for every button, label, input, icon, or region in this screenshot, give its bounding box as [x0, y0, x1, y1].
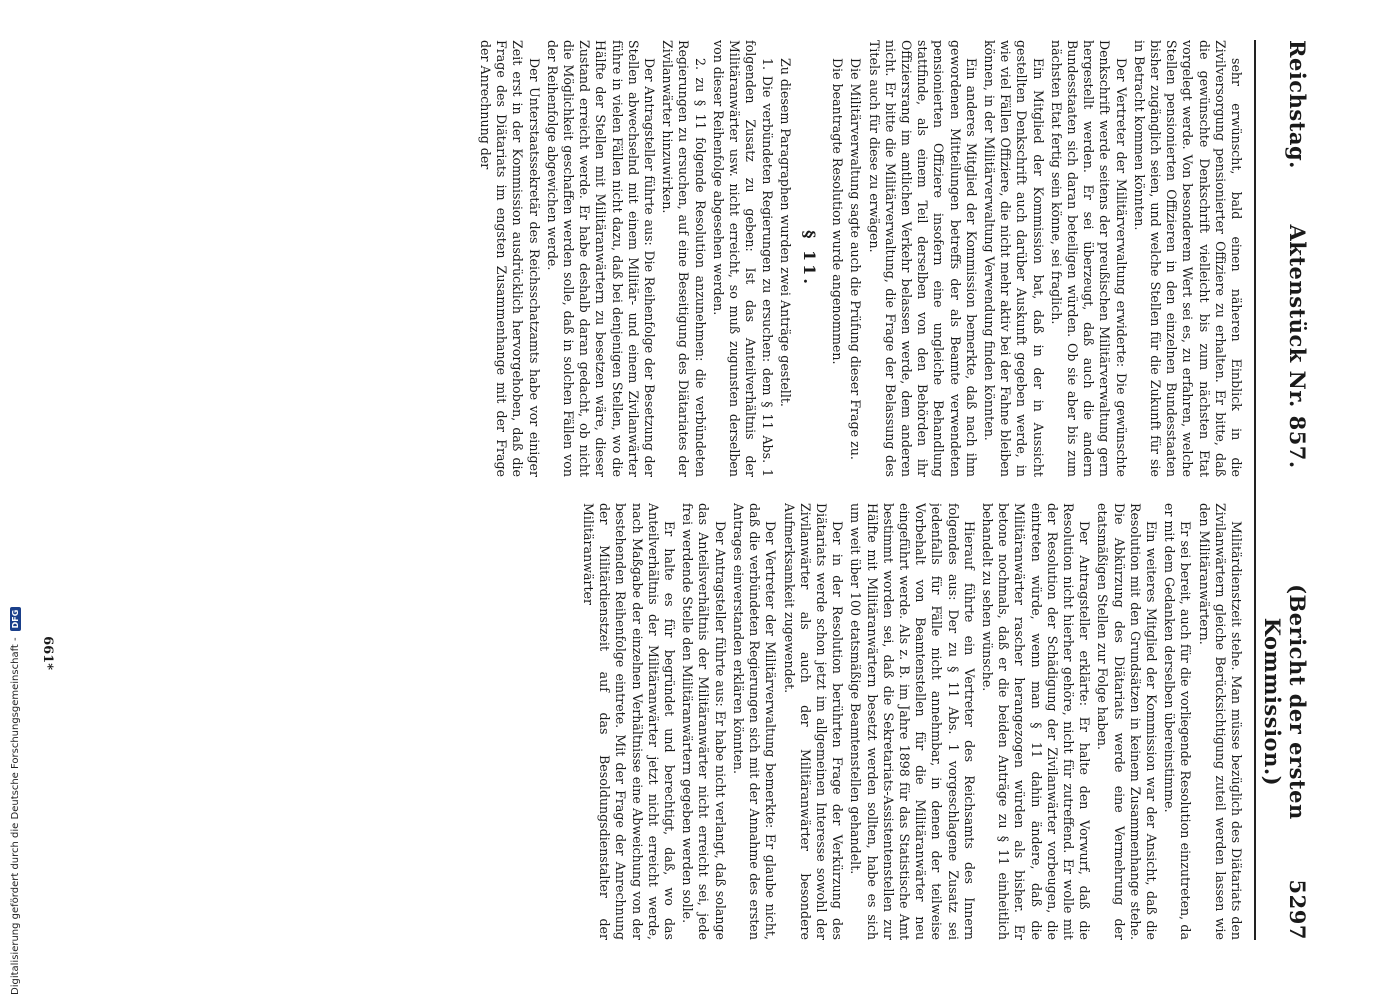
paragraph: Ein weiteres Mitglied der Kommission war der Ansicht, daß die Resolution mit den Grundsätzen in keinem Zusammenhange stehe. Die Abkürzung des Diätariats werde eine Vermehrung der etatsmäßigen Stellen zur Folge haben. [1095, 503, 1159, 940]
header-right-center: (Bericht der ersten Kommission.) [1260, 584, 1310, 820]
paragraph: Die Militärverwaltung sagte auch die Prüfung dieser Frage zu. [848, 58, 864, 460]
paragraph: Die beantragte Resolution wurde angenommen. [830, 58, 846, 365]
paragraph: Der Vertreter der Militärverwaltung bemerkte: Er glaube nicht, daß die verbündeten Regierungen sich mit der Annahme des ersten Antrages einverstanden erklären könnten. [730, 503, 779, 940]
section-heading: § 11. [799, 230, 819, 287]
paragraph: 2. zu § 11 folgende Resolution anzunehmen: die verbündeten Regierungen zu ersuchen, auf eine Beseitigung des Diätariates der Zivilanwärter hinzuwirken. [660, 40, 708, 477]
paragraph: Der in der Resolution berührten Frage der Verkürzung des Diätariats werde schon jetzt im allgemeinen Interesse sowohl der Zivilanwärter als auch der Militäranwärter besondere Aufmerksamkeit zugewendet. [781, 503, 846, 940]
paragraph: Ein anderes Mitglied der Kommission bemerkte, daß nach ihm gewordenen Mitteilungen betreffs der als Beamte verwendeten pensionierten Offiziere insofern eine ungleiche Behandlung stattfinde, als einem Teil derselben von den Behörden ihr Offiziersrang im amtlichen Verkehr belassen werde, dem anderen nicht. Er bitte die Militärverwaltung, die Frage der Belassung des Titels auch für diese zu erwägen. [866, 40, 979, 477]
paragraph: Der Antragsteller führte aus: Er habe nicht verlangt, daß solange das Anteilsverhältnis der Militäranwärter nicht erreicht sei, jede frei werdende Stelle den Militäranwärtern gegeben werden solle. [680, 503, 728, 940]
paragraph: Er sei bereit, auch für die vorliegende Resolution einzutreten, da er mit dem Gedanken derselben übereinstimme. [1162, 503, 1194, 940]
paragraph: 1. Die verbündeten Regierungen zu ersuchen: dem § 11 Abs. 1 folgenden Zusatz zu geben: Ist das Anteilverhältnis der Militäranwärter usw. nicht erreicht, so muß zugunsten derselben von dieser Reihenfolge abgesehen werden. [710, 40, 775, 477]
paragraph: Der Unterstaatssekretär des Reichsschatzamts habe vor einiger Zeit erst in der Kommission ausdrücklich hervorgehoben, daß die Frage des Diätariats im engsten Zusammenhange mit der Frage der Anrechnung der [478, 40, 542, 477]
document-page [40, 40, 1310, 940]
text-columns [164, 40, 1244, 940]
paragraph: Er halte es für begründet und berechtigt, daß, wo das Anteilverhältnis der Militäranwärter jetzt nicht erreicht werde, nach Maßgabe der einzelnen Verhältnisse eine Abweichung von der bestehenden Reihenfolge eintrete. Mit der Frage der Anrechnung der Militärdienstzeit auf das Besoldungsdienstalter der Militäranwärter [581, 503, 678, 940]
dfg-logo-icon: DFG [10, 607, 21, 632]
paragraph: Hierauf führte ein Vertreter des Reichsamts des Innern folgendes aus: Der zu § 11 Abs. 1 vorgeschlagene Zusatz sei jedenfalls für Fälle nicht annehmbar, in denen der teilweise Vorbehalt von Beamtenstellen für die Militäranwärter neu eingeführt werde. Als z. B. im Jahre 1898 für das Statistische Amt bestimmt worden sei, daß die Sekretariats-Assistentenstellen zur Hälfte mit Militäranwärtern besetzt werden sollten, habe es sich um weit über 100 etatsmäßige Beamtenstellen gehandelt. [848, 503, 977, 940]
paragraph: Militärdienstzeit stehe. Man müsse bezüglich des Diätariats den Zivilanwärtern gleiche Berücksichtigung zuteil werden lassen wie den Militäranwärtern. [1196, 503, 1244, 940]
paragraph: Ein Mitglied der Kommission bat, daß in der in Aussicht gestellten Denkschrift auch darüber Auskunft gegeben werde, in wie viel Fällen Offiziere, die nicht mehr aktiv bei der Fahne bleiben können, in der Militärverwaltung Verwendung finden könnten. [981, 40, 1046, 477]
paragraph: Der Vertreter der Militärverwaltung erwiderte: Die gewünschte Denkschrift werde seitens der preußischen Militärverwaltung gern hergestellt werden. Er sei überzeugt, daß auch die andern Bundesstaaten sich daran beteiligen würden. Ob sie aber bis zum nächsten Etat fertig sein könne, sei fraglich. [1048, 40, 1129, 477]
digitization-text: Digitalisierung gefördert durch die Deutsche Forschungsgemeinschaft - [10, 637, 21, 995]
page-signature: 661* [40, 636, 55, 670]
page-header [1254, 40, 1310, 940]
header-center: Aktenstück Nr. 857. [1285, 224, 1310, 469]
digitization-note [10, 0, 21, 995]
header-left: Reichstag. [1285, 40, 1310, 169]
right-column [164, 503, 1244, 940]
paragraph: Der Antragsteller führte aus: Die Reihenfolge der Besetzung der Stellen abwechselnd mit einem Militär- und einem Zivilanwärter führe in vielen Fällen nicht dazu, daß bei denjenigen Stellen, wo die Hälfte der Stellen mit Militäranwärtern zu besetzen wäre, dieser Zustand erreicht werde. Er habe deshalb daran gedacht, ob nicht die Möglichkeit geschaffen werden solle, daß in solchen Fällen von der Reihenfolge abgewichen werde. [544, 40, 658, 477]
left-column [164, 40, 1244, 477]
paragraph: Der Antragsteller erklärte: Er halte den Vorwurf, daß die Resolution nicht hierher gehöre, nicht für zutreffend. Er wolle mit der Resolution der Schädigung der Zivilanwärter vorbeugen, die eintreten würde, wenn man § 11 dahin ändere, daß die Militäranwärter rascher herangezogen würden als bisher. Er betone nochmals, daß er die beiden Anträge zu § 11 einheitlich behandelt zu sehen wünsche. [979, 503, 1093, 940]
paragraph: Zu diesem Paragraphen wurden zwei Anträge gestellt. [777, 58, 793, 407]
page-number: 5297 [1285, 879, 1310, 940]
paragraph: sehr erwünscht, bald einen näheren Einblick in die Zivilversorgung pensionierter Offiziere zu erhalten. Er bitte, daß die gewünschte Denkschrift vielleicht bis zum nächsten Etat vorgelegt werde. Von besonderem Wert sei es, zu erfahren, welche Stellen pensionierten Offizieren in den einzelnen Bundesstaaten bisher zugänglich seien, und welche Stellen für die Zukunft für sie in Betracht kommen könnten. [1131, 40, 1244, 477]
